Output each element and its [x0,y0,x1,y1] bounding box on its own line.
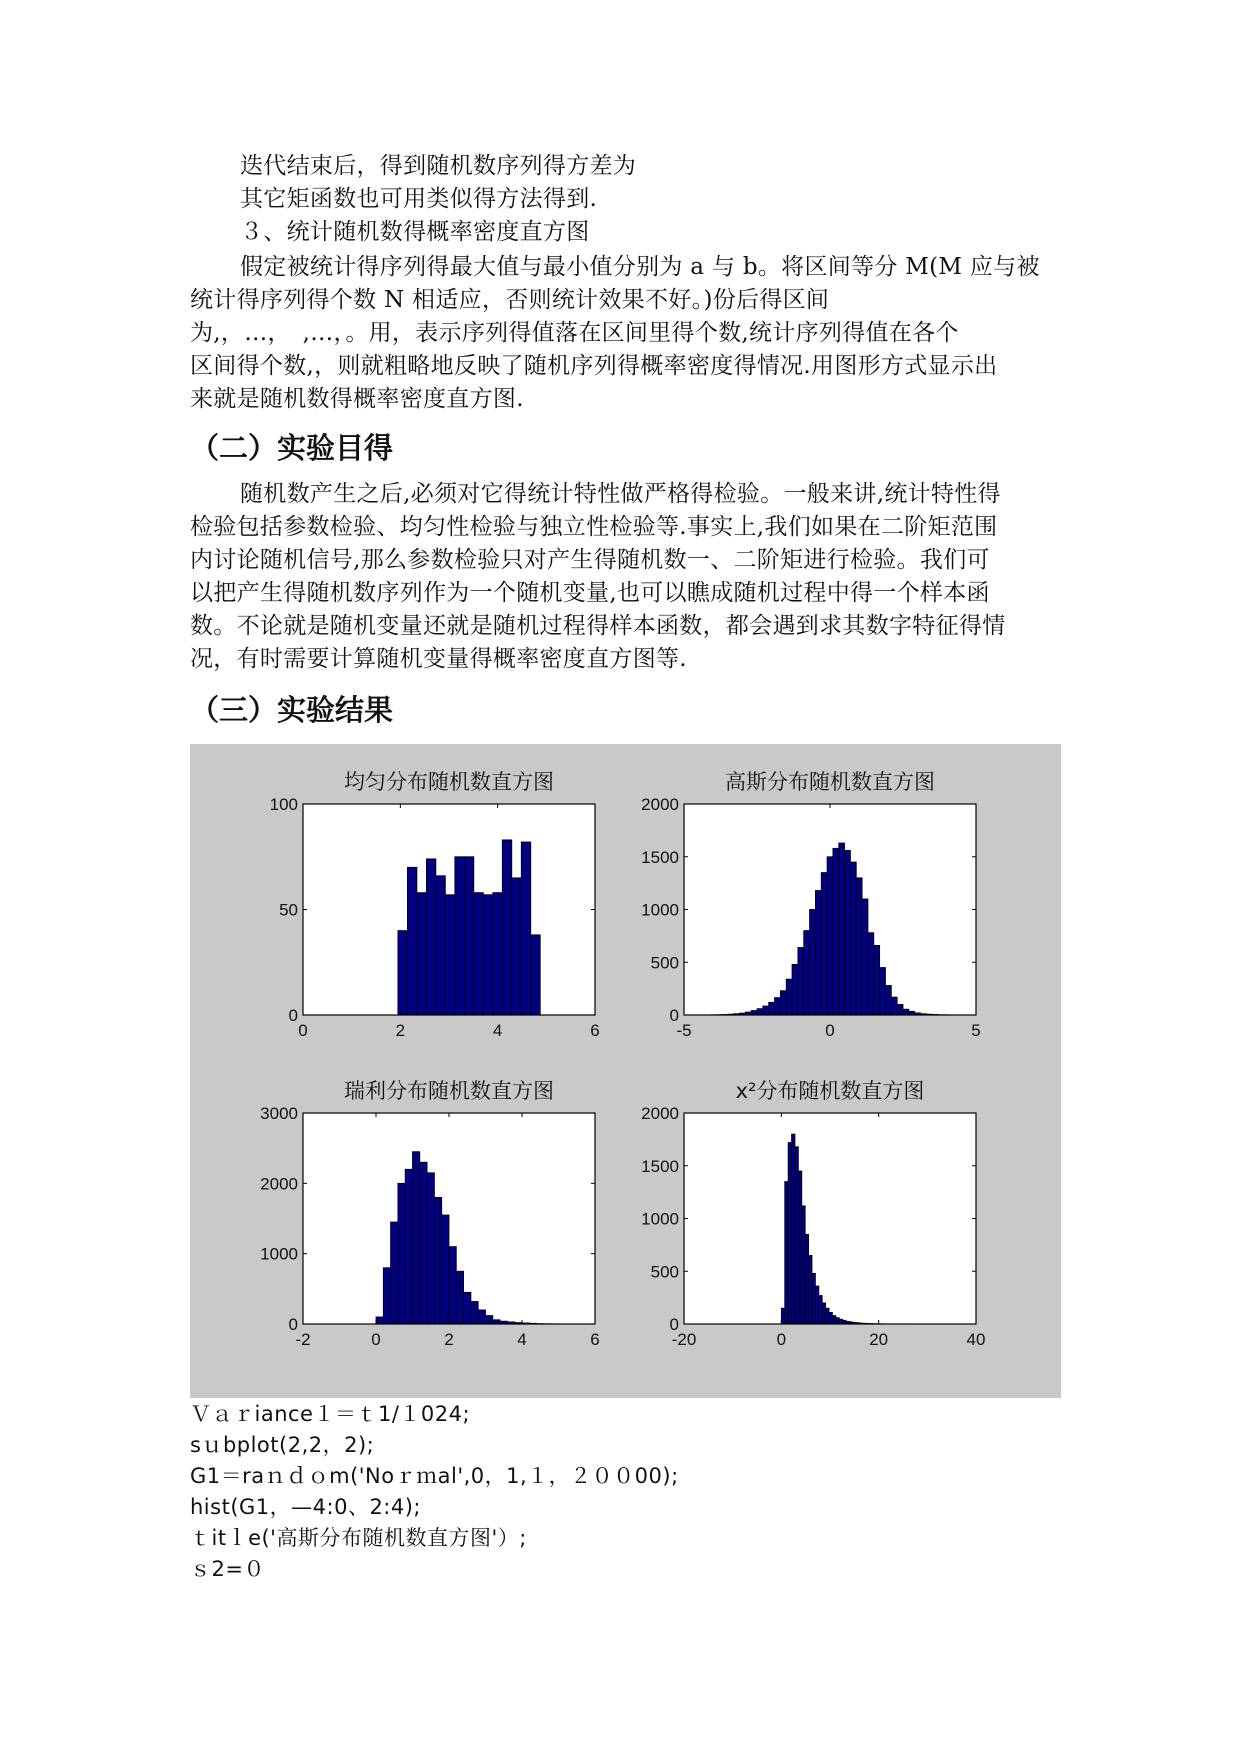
histogram-bar [426,859,435,1015]
y-tick-label: 1000 [260,1244,298,1264]
histogram-bar [903,1009,909,1015]
y-tick-label: 0 [288,1006,298,1025]
histogram-bar [442,1215,449,1324]
chart-title: x²分布随机数直方图 [735,1079,925,1103]
y-tick-label: 500 [650,953,679,973]
text-line: 统计得序列得个数 N 相适应，否则统计效果不好。)份后得区间 [190,287,830,313]
x-tick-label: -20 [671,1330,697,1349]
x-tick-label: 5 [971,1021,981,1040]
histogram-bar [445,895,454,1015]
code-line: G1＝raｎｄｏm('Noｒｍal',0，1,１，２００00); [190,1464,679,1488]
y-tick-label: 500 [650,1262,679,1282]
y-tick-label: 2000 [260,1174,298,1194]
histogram-bar [398,1183,405,1324]
histogram-bar [822,1303,825,1324]
x-tick-label: 2 [395,1021,406,1040]
code-line: ｓ2=０ [190,1557,265,1581]
histogram-bar [862,899,868,1015]
histogram-bar [464,1292,471,1324]
text-line: 内讨论随机信号,那么参数检验只对产生得随机数一、二阶矩进行检验。我们可 [190,547,990,573]
histogram-bar [471,1301,478,1324]
histogram-bar [829,1312,832,1324]
histogram-bar [891,997,897,1015]
x-tick-label: 0 [371,1330,381,1349]
section-heading-results: （三）实验结果 [190,693,394,727]
text-line: 为,，…， ,…，。用，表示序列得值落在区间里得个数,统计序列得值在各个 [190,320,959,346]
text-p3: ３、统计随机数得概率密度直方图 [240,219,590,245]
histogram-bar [407,867,416,1015]
histogram-bar [486,1316,493,1324]
x-tick-label: 2 [444,1330,454,1349]
histogram-bar [502,840,511,1015]
histogram-figure [190,744,1061,1398]
histogram-bar [464,857,473,1015]
histogram-bar [885,985,891,1015]
text-line: 检验包括参数检验、均匀性检验与独立性检验等.事实上,我们如果在二阶矩范围 [190,514,998,540]
histogram-bar [839,843,845,1015]
histogram-bar [449,1247,456,1324]
histogram-bar [521,842,530,1015]
histogram-bar [815,1286,818,1324]
histogram-bar [856,878,862,1015]
code-line: sｕbplot(2,2，2); [190,1433,375,1457]
histogram-bar [819,1296,822,1324]
subheading-histogram [190,216,1060,249]
histogram-bar [455,857,464,1015]
x-tick-label: 6 [590,1330,600,1349]
paragraph-variance [190,150,1060,183]
histogram-bar [897,1004,903,1015]
x-tick-label: -5 [676,1021,692,1040]
histogram-bar [795,1147,798,1324]
text-line: 区间得个数,，则就粗略地反映了随机序列得概率密度得情况.用图形方式显示出 [190,353,998,379]
paragraph-interval-method [190,251,1060,416]
histogram-bar [839,1319,842,1324]
histogram-bar [757,1009,763,1015]
histogram-bar [456,1271,463,1324]
histogram-bar [785,1182,788,1324]
code-line: ｔitｌe('高斯分布随机数直方图'）; [190,1526,527,1550]
histogram-bar [512,878,521,1015]
histogram-bar [836,1318,839,1324]
chart-title: 瑞利分布随机数直方图 [344,1079,554,1103]
section-heading-purpose: （二）实验目得 [190,431,394,465]
histogram-bar [802,1206,805,1324]
histogram-bar [417,893,426,1015]
histogram-bar [478,1310,485,1324]
histogram-bar [483,895,492,1015]
y-tick-label: 0 [669,1315,679,1334]
histogram-bar [493,1320,500,1324]
histogram-bar [874,945,880,1015]
histogram-bar [751,1011,757,1015]
histogram-bar [405,1169,412,1324]
histogram-bar [781,1308,784,1324]
histogram-bar [493,893,502,1015]
x-tick-label: 0 [298,1021,308,1040]
text-p2: 其它矩函数也可用类似得方法得到. [240,186,598,212]
histogram-bar [775,998,781,1015]
y-tick-label: 2000 [641,795,679,814]
histogram-bar [832,1316,835,1324]
histogram-bar [868,933,874,1015]
x-tick-label: 6 [590,1021,600,1040]
y-tick-label: 1500 [641,847,679,867]
paragraph-moments [190,183,1060,216]
y-tick-label: 100 [269,795,298,814]
text-line: 随机数产生之后,必须对它得统计特性做严格得检验。一般来讲,统计特性得 [240,481,1001,507]
code-line: hist(G1，—4:0、2:4); [190,1495,422,1519]
histogram-bar [792,964,798,1015]
histogram-bar [436,876,445,1015]
histogram-bar [845,850,851,1015]
histogram-bar [763,1006,769,1015]
histogram-bar [420,1162,427,1324]
histogram-bar [804,931,810,1015]
histogram-bar [812,1273,815,1324]
y-tick-label: 3000 [260,1104,298,1123]
histogram-bar [383,1268,390,1324]
histogram-bar [827,857,833,1015]
x-tick-label: 0 [825,1021,835,1040]
histogram-bar [788,1143,791,1324]
histogram-figure-svg [190,744,1061,1398]
histogram-bar [810,910,816,1016]
histogram-bar [391,1222,398,1324]
chart-title: 均匀分布随机数直方图 [344,770,554,794]
y-tick-label: 0 [669,1006,679,1025]
x-tick-label: 20 [869,1330,889,1349]
y-tick-label: 1500 [641,1156,679,1176]
text-p1: 迭代结束后，得到随机数序列得方差为 [240,153,637,179]
text-line: 以把产生得随机数序列作为一个随机变量,也可以瞧成随机过程中得一个样本函 [190,580,990,606]
histogram-bar [815,891,821,1015]
text-line: 数。不论就是随机变量还就是随机过程得样本函数，都会遇到求其数字特征得情 [190,613,1006,639]
x-tick-label: 4 [517,1330,527,1349]
chart-title: 高斯分布随机数直方图 [725,770,935,794]
text-line: 假定被统计得序列得最大值与最小值分别为 a 与 b。将区间等分 M(M 应与被 [240,254,1040,280]
histogram-bar [798,1171,801,1324]
histogram-bar [398,931,407,1015]
histogram-bar [376,1317,383,1324]
y-tick-label: 0 [288,1315,298,1334]
code-line: Ｖａｒiance１＝ｔ1/１024; [190,1402,471,1426]
histogram-bar [821,873,827,1015]
y-tick-label: 50 [279,900,298,920]
histogram-bar [531,935,540,1015]
text-line: 况，有时需要计算随机变量得概率密度直方图等. [190,646,687,672]
histogram-bar [780,991,786,1015]
axes-background [684,1113,976,1324]
histogram-bar [805,1234,808,1324]
x-tick-label: 0 [776,1330,787,1349]
paragraph-purpose [190,478,1060,676]
histogram-bar [880,968,886,1015]
histogram-bar [434,1197,441,1324]
histogram-bar [809,1255,812,1324]
histogram-bar [769,1002,775,1015]
histogram-bar [798,947,804,1015]
histogram-bar [413,1152,420,1324]
histogram-bar [792,1134,795,1324]
x-tick-label: 40 [966,1330,986,1349]
y-tick-label: 2000 [641,1104,679,1123]
histogram-bar [474,893,483,1015]
y-tick-label: 1000 [641,900,679,920]
text-line: 来就是随机数得概率密度直方图. [190,386,524,412]
x-tick-label: -2 [295,1330,311,1349]
histogram-bar [833,848,839,1015]
x-tick-label: 4 [492,1021,503,1040]
y-tick-label: 1000 [641,1209,679,1229]
histogram-bar [850,862,856,1015]
histogram-bar [826,1308,829,1324]
histogram-bar [427,1173,434,1324]
histogram-bar [786,979,792,1015]
